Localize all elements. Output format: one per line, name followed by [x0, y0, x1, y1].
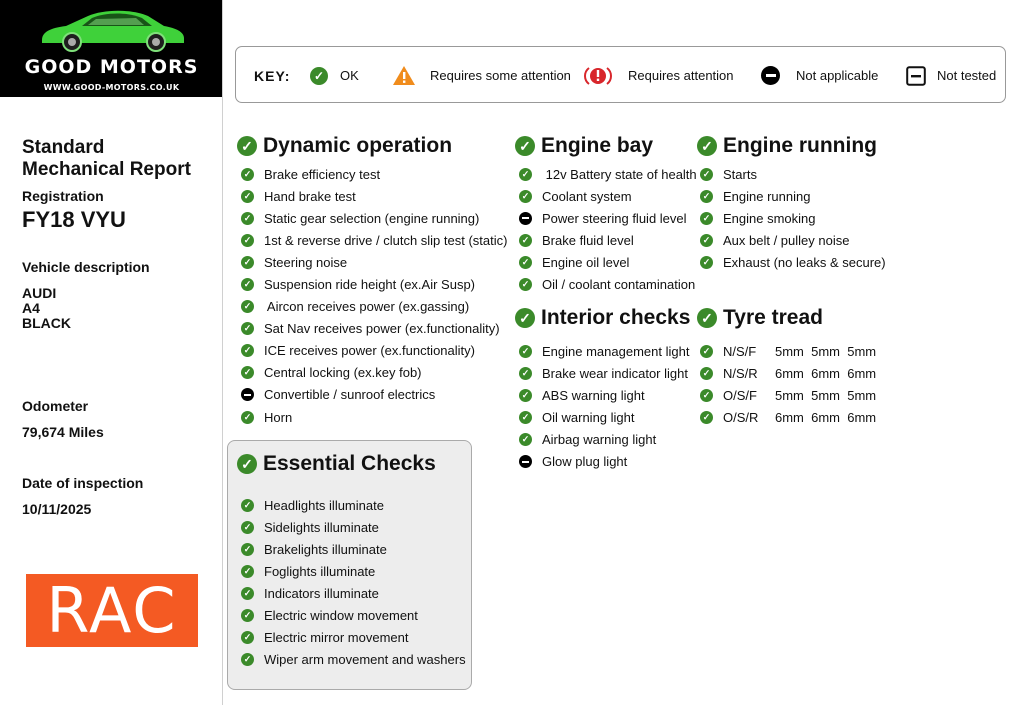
list-item: ✓ Oil / coolant contamination [519, 273, 697, 295]
check-circle-icon: ✓ [241, 366, 254, 379]
key-attention-label: Requires attention [628, 68, 734, 83]
panel-divider [222, 0, 223, 705]
check-circle-icon: ✓ [515, 136, 535, 156]
list-item: ✓ Horn [241, 406, 507, 428]
section-title-engine-running: ✓ Engine running [697, 134, 877, 158]
list-item: ✓ Engine oil level [519, 251, 697, 273]
alert-circle-icon [584, 65, 612, 87]
section-title-tyre-tread: ✓ Tyre tread [697, 306, 823, 330]
section-title-interior-checks: ✓ Interior checks [515, 306, 690, 330]
list-item: ✓ Static gear selection (engine running) [241, 207, 507, 229]
list-item: ✓ Oil warning light [519, 406, 689, 428]
engine-running-list [700, 163, 886, 273]
list-item: ✓ Wiper arm movement and washers [241, 649, 466, 671]
check-circle-icon: ✓ [241, 212, 254, 225]
check-circle-icon: ✓ [237, 454, 257, 474]
key-ok-label: OK [340, 68, 359, 83]
list-item: ✓ Exhaust (no leaks & secure) [700, 251, 886, 273]
list-item [700, 340, 876, 362]
key-not-applicable [761, 47, 878, 104]
check-circle-icon: ✓ [700, 411, 713, 424]
check-circle-icon: ✓ [241, 653, 254, 666]
check-circle-icon: ✓ [241, 521, 254, 534]
inspection-date-label: Date of inspection [22, 475, 144, 491]
check-circle-icon: ✓ [519, 190, 532, 203]
car-icon [36, 6, 188, 52]
check-circle-icon: ✓ [241, 609, 254, 622]
list-item: ✓ Foglights illuminate [241, 560, 466, 582]
list-item: Convertible / sunroof electrics [241, 384, 507, 406]
dynamic-operation-list [241, 163, 507, 428]
check-circle-icon: ✓ [700, 256, 713, 269]
key-ok [310, 47, 359, 104]
check-circle-icon: ✓ [519, 367, 532, 380]
check-circle-icon: ✓ [700, 212, 713, 225]
list-item: ✓ Coolant system [519, 185, 697, 207]
key-some-attention [392, 47, 571, 104]
odometer-label: Odometer [22, 398, 89, 414]
list-item: ✓ Brakelights illuminate [241, 538, 466, 560]
warning-triangle-icon [392, 65, 416, 86]
key-not-tested-label: Not tested [937, 68, 997, 83]
list-item: ✓ ICE receives power (ex.functionality) [241, 340, 507, 362]
list-item: ✓ Sat Nav receives power (ex.functionality) [241, 318, 507, 340]
tyre-tread-list [700, 340, 876, 428]
check-circle-icon: ✓ [700, 345, 713, 358]
check-circle-icon: ✓ [519, 345, 532, 358]
list-item [700, 362, 876, 384]
list-item: Power steering fluid level [519, 207, 697, 229]
key-not-tested [906, 47, 996, 104]
tyre-position: N/S/R [723, 365, 758, 381]
check-circle-icon: ✓ [519, 256, 532, 269]
minus-circle-icon [519, 212, 532, 225]
list-item: ✓ Hand brake test [241, 185, 507, 207]
list-item: ✓ Indicators illuminate [241, 582, 466, 604]
key-attention [584, 47, 734, 104]
list-item: ✓ Steering noise [241, 251, 507, 273]
check-circle-icon: ✓ [519, 278, 532, 291]
tyre-depths: 5mm 5mm 5mm [775, 343, 877, 359]
vehicle-make: AUDI [22, 285, 57, 301]
list-item: ✓ Suspension ride height (ex.Air Susp) [241, 273, 507, 295]
list-item: ✓ Electric mirror movement [241, 627, 466, 649]
key-not-applicable-label: Not applicable [796, 68, 879, 83]
brand-website: WWW.GOOD-MOTORS.CO.UK [43, 83, 180, 92]
minus-circle-icon [241, 388, 254, 401]
odometer-value: 79,674 Miles [22, 424, 104, 440]
list-item: ✓ Headlights illuminate [241, 494, 466, 516]
vehicle-description-label: Vehicle description [22, 259, 150, 275]
check-circle-icon: ✓ [241, 300, 254, 313]
list-item: ✓ Brake wear indicator light [519, 362, 689, 384]
list-item: ✓ Aux belt / pulley noise [700, 229, 886, 251]
check-circle-icon: ✓ [700, 367, 713, 380]
list-item: ✓ Airbag warning light [519, 428, 689, 450]
check-circle-icon: ✓ [519, 389, 532, 402]
list-item: ✓ Engine running [700, 185, 886, 207]
check-circle-icon: ✓ [241, 322, 254, 335]
list-item [700, 384, 876, 406]
report-title: Standard Mechanical Report [22, 137, 191, 180]
check-circle-icon: ✓ [241, 256, 254, 269]
list-item: ✓ 12v Battery state of health [519, 163, 697, 185]
good-motors-logo [0, 0, 223, 97]
vehicle-model: A4 [22, 300, 40, 316]
section-title-engine-bay: ✓ Engine bay [515, 134, 653, 158]
registration-label: Registration [22, 188, 104, 204]
check-circle-icon: ✓ [515, 308, 535, 328]
tyre-position: O/S/R [723, 409, 759, 425]
list-item: ✓ Engine smoking [700, 207, 886, 229]
list-item: ✓ Central locking (ex.key fob) [241, 362, 507, 384]
list-item: ✓ Engine management light [519, 340, 689, 362]
section-title-essential-checks: ✓ Essential Checks [237, 452, 436, 476]
check-circle-icon: ✓ [241, 499, 254, 512]
essential-checks-list [241, 494, 466, 671]
check-circle-icon: ✓ [310, 67, 328, 85]
list-item: ✓ Sidelights illuminate [241, 516, 466, 538]
check-circle-icon: ✓ [241, 587, 254, 600]
check-circle-icon: ✓ [241, 344, 254, 357]
check-circle-icon: ✓ [700, 190, 713, 203]
list-item: ✓ 1st & reverse drive / clutch slip test (static) [241, 229, 507, 251]
check-circle-icon: ✓ [519, 168, 532, 181]
rac-logo [26, 574, 198, 647]
engine-bay-list [519, 163, 697, 296]
check-circle-icon: ✓ [241, 234, 254, 247]
minus-square-icon [906, 66, 926, 86]
rac-logo-text: RAC [46, 574, 178, 647]
check-circle-icon: ✓ [241, 190, 254, 203]
list-item: ✓ Aircon receives power (ex.gassing) [241, 296, 507, 318]
check-circle-icon: ✓ [241, 565, 254, 578]
check-circle-icon: ✓ [519, 433, 532, 446]
status-key [235, 46, 1006, 103]
list-item: Glow plug light [519, 450, 689, 472]
check-circle-icon: ✓ [697, 308, 717, 328]
minus-circle-icon [761, 66, 780, 85]
check-circle-icon: ✓ [519, 411, 532, 424]
interior-checks-list [519, 340, 689, 473]
tyre-depths: 5mm 5mm 5mm [775, 387, 877, 403]
list-item: ✓ ABS warning light [519, 384, 689, 406]
tyre-position: N/S/F [723, 343, 757, 359]
check-circle-icon: ✓ [700, 234, 713, 247]
key-some-attention-label: Requires some attention [430, 68, 571, 83]
tyre-depths: 6mm 6mm 6mm [775, 409, 877, 425]
check-circle-icon: ✓ [519, 234, 532, 247]
check-circle-icon: ✓ [697, 136, 717, 156]
list-item: ✓ Starts [700, 163, 886, 185]
brand-name: GOOD MOTORS [24, 56, 199, 78]
check-circle-icon: ✓ [241, 168, 254, 181]
check-circle-icon: ✓ [700, 389, 713, 402]
check-circle-icon: ✓ [700, 168, 713, 181]
vehicle-colour: BLACK [22, 315, 71, 331]
list-item: ✓ Brake fluid level [519, 229, 697, 251]
tyre-position: O/S/F [723, 387, 757, 403]
list-item: ✓ Brake efficiency test [241, 163, 507, 185]
tyre-depths: 6mm 6mm 6mm [775, 365, 877, 381]
check-circle-icon: ✓ [241, 411, 254, 424]
inspection-date-value: 10/11/2025 [22, 501, 92, 517]
check-circle-icon: ✓ [237, 136, 257, 156]
registration-value: FY18 VYU [22, 207, 126, 232]
check-circle-icon: ✓ [241, 278, 254, 291]
check-circle-icon: ✓ [241, 631, 254, 644]
check-circle-icon: ✓ [241, 543, 254, 556]
section-title-dynamic-operation: ✓ Dynamic operation [237, 134, 452, 158]
list-item [700, 406, 876, 428]
key-label: KEY: [254, 67, 291, 84]
minus-circle-icon [519, 455, 532, 468]
list-item: ✓ Electric window movement [241, 604, 466, 626]
